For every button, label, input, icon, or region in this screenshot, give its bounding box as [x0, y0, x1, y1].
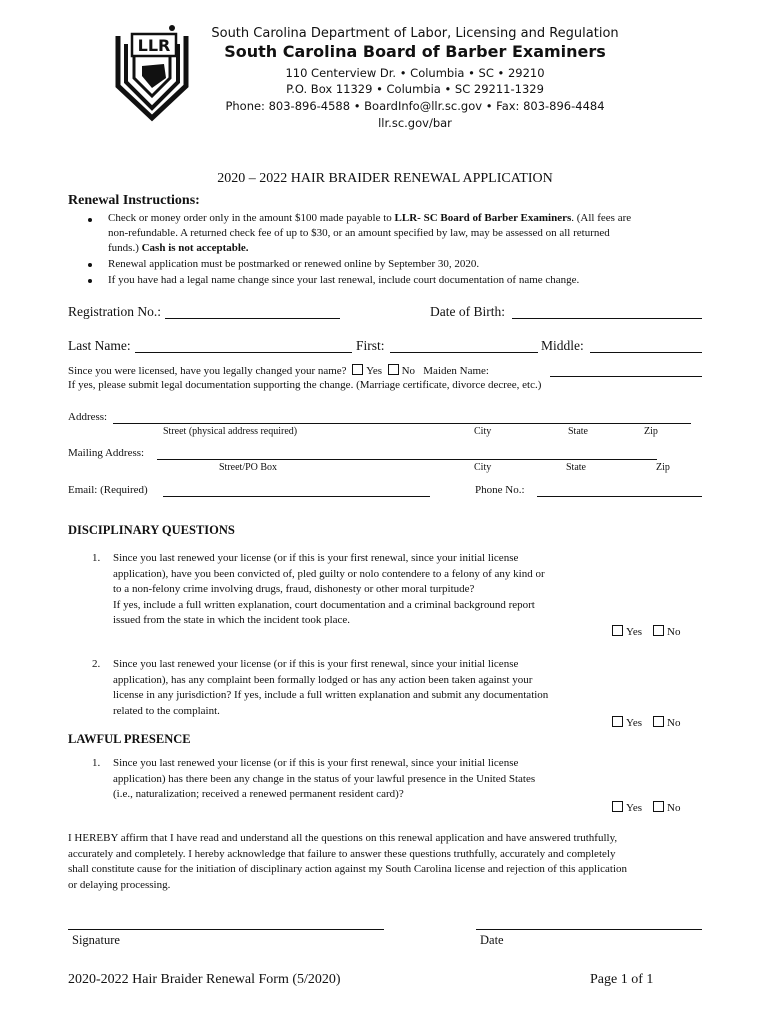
- name-change-note: If yes, please submit legal documentation supporting the change. (Marriage certificate, divorce decree, etc.): [68, 379, 542, 391]
- footer-form-name: 2020-2022 Hair Braider Renewal Form (5/2020): [68, 972, 341, 987]
- mailing-street-caption: Street/PO Box: [219, 462, 278, 473]
- mailing-state-caption: State: [566, 462, 586, 473]
- address-state-caption: State: [568, 426, 588, 437]
- first-name-label: First:: [356, 338, 385, 353]
- lawful-q1-yes-checkbox[interactable]: [612, 801, 623, 812]
- lawful-q1-number: 1.: [92, 757, 101, 769]
- bullet: [88, 279, 92, 283]
- lawful-q1-answer: Yes No: [612, 801, 680, 814]
- signature-label: Signature: [72, 933, 120, 947]
- mailing-zip-caption: Zip: [656, 462, 670, 473]
- phone-label: Phone No.:: [475, 484, 525, 496]
- llr-logo: [112, 22, 196, 122]
- disciplinary-heading: DISCIPLINARY QUESTIONS: [68, 523, 235, 537]
- dept-name: South Carolina Department of Labor, Licensing and Regulation: [211, 26, 619, 41]
- middle-name-input[interactable]: [590, 352, 702, 353]
- dob-label: Date of Birth:: [430, 304, 505, 319]
- disciplinary-q1-text: Since you last renewed your license (or if this is your first renewal, since your initial license application), have you been convicted of, pled guilty or nolo contendere to a felony of any kind or to a non-felony crime involving drugs, fraud, dishonesty or other moral turpitude? If yes, include a full written explanation, court documentation and a criminal background report issued from the state in which the incident took place.: [113, 552, 545, 626]
- mailing-city-caption: City: [474, 462, 492, 473]
- registration-input[interactable]: [165, 318, 340, 319]
- disciplinary-q2-number: 2.: [92, 658, 101, 670]
- disciplinary-q2-text: Since you last renewed your license (or if this is your first renewal, since your initial license application), has any complaint been formally lodged or has any action been taken against your license in any jurisdiction? If yes, include a full written explanation and submit any documentation related to the complaint.: [113, 658, 549, 717]
- lawful-q1-no-checkbox[interactable]: [653, 801, 664, 812]
- instruction-3: If you have had a legal name change since your last renewal, include court documentation of name change.: [108, 274, 580, 286]
- maiden-name-input[interactable]: [550, 376, 702, 377]
- bullet: [88, 218, 92, 222]
- address-line-2: P.O. Box 11329 • Columbia • SC 29211-1329: [286, 82, 544, 96]
- address-input[interactable]: [113, 423, 691, 424]
- name-change-no-checkbox[interactable]: [388, 364, 399, 375]
- instruction-1-line-3: funds.) Cash is not acceptable.: [108, 242, 249, 254]
- mailing-address-input[interactable]: [157, 459, 657, 460]
- middle-name-label: Middle:: [541, 338, 584, 353]
- last-name-input[interactable]: [135, 352, 352, 353]
- contact-line: Phone: 803-896-4588 • BoardInfo@llr.sc.gov • Fax: 803-896-4484: [225, 99, 605, 113]
- address-line-1: 110 Centerview Dr. • Columbia • SC • 29210: [285, 66, 545, 80]
- instruction-2: Renewal application must be postmarked or renewed online by September 30, 2020.: [108, 258, 480, 270]
- affirmation-text: I HEREBY affirm that I have read and understand all the questions on this renewal application and have answered truthfully, accurately and completely. I hereby acknowledge that failure to answer these questions truthfully, accurately and completely shall constitute cause for the initiation of disciplinary action against my South Carolina license and rejection of this application or delaying processing.: [68, 832, 628, 891]
- address-city-caption: City: [474, 426, 492, 437]
- date-input[interactable]: [476, 929, 702, 930]
- disciplinary-q2-answer: Yes No: [612, 716, 680, 729]
- footer-page-number: Page 1 of 1: [590, 972, 654, 987]
- lawful-q1-text: Since you last renewed your license (or if this is your first renewal, since your initial license application) has there been any change in the status of your lawful presence in the United States (i.e., naturalization; received a renewed permanent resident card)?: [113, 757, 536, 800]
- disciplinary-q1-number: 1.: [92, 552, 101, 564]
- phone-input[interactable]: [537, 496, 702, 497]
- registration-label: Registration No.:: [68, 304, 161, 319]
- name-change-question: Since you were licensed, have you legally changed your name? Yes No Maiden Name:: [68, 365, 489, 377]
- dob-input[interactable]: [512, 318, 702, 319]
- date-label: Date: [480, 933, 504, 947]
- name-change-yes-checkbox[interactable]: [352, 364, 363, 375]
- mailing-address-label: Mailing Address:: [68, 447, 145, 459]
- disciplinary-q2-yes-checkbox[interactable]: [612, 716, 623, 727]
- disciplinary-q1-yes-checkbox[interactable]: [612, 625, 623, 636]
- address-street-caption: Street (physical address required): [163, 426, 298, 437]
- instruction-1: Check or money order only in the amount $100 made payable to LLR- SC Board of Barber Examiners. (All fees are: [108, 212, 632, 224]
- logo-text: LLR: [137, 36, 171, 55]
- address-label: Address:: [68, 411, 108, 423]
- address-zip-caption: Zip: [644, 426, 658, 437]
- page-title: 2020 – 2022 HAIR BRAIDER RENEWAL APPLICATION: [217, 171, 553, 186]
- website: llr.sc.gov/bar: [378, 116, 452, 130]
- first-name-input[interactable]: [390, 352, 538, 353]
- lawful-presence-heading: LAWFUL PRESENCE: [68, 732, 191, 746]
- instructions-heading: Renewal Instructions:: [68, 193, 200, 208]
- last-name-label: Last Name:: [68, 338, 131, 353]
- bullet: [88, 263, 92, 267]
- signature-input[interactable]: [68, 929, 384, 930]
- email-input[interactable]: [163, 496, 430, 497]
- board-name: South Carolina Board of Barber Examiners: [224, 42, 606, 61]
- disciplinary-q2-no-checkbox[interactable]: [653, 716, 664, 727]
- instruction-1-line-2: non-refundable. A returned check fee of up to $30, or an amount specified by law, may be assessed on all returned: [108, 227, 610, 239]
- email-label: Email: (Required): [68, 484, 148, 496]
- disciplinary-q1-no-checkbox[interactable]: [653, 625, 664, 636]
- disciplinary-q1-answer: Yes No: [612, 625, 680, 638]
